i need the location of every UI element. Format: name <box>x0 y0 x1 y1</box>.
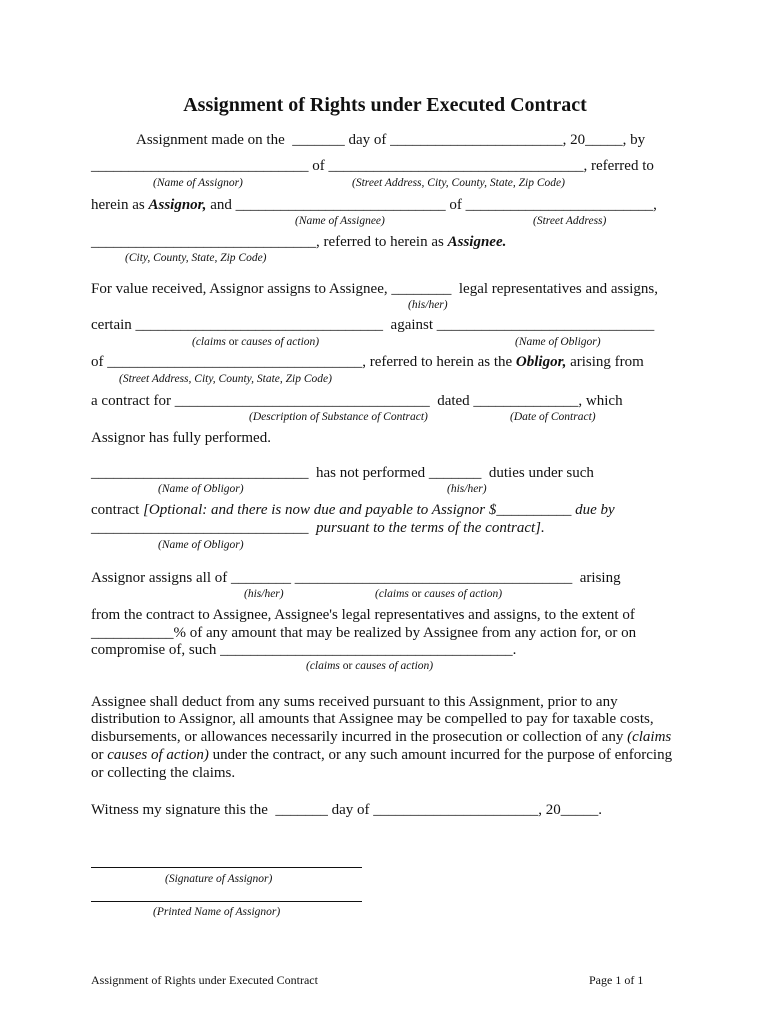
text: (claims <box>192 336 229 348</box>
line-assignment-date: Assignment made on the _______ day of _______________________, 20_____, by <box>136 132 646 148</box>
text: (claims <box>627 729 672 745</box>
deduction-paragraph-line: Assignee shall deduct from any sums received pursuant to this Assignment, prior to any <box>91 694 618 710</box>
label-name-of-assignor: (Name of Assignor) <box>153 177 243 189</box>
text: or <box>228 336 239 348</box>
deduction-paragraph-line <box>91 746 672 764</box>
label-his-her: (his/her) <box>408 299 448 311</box>
label-city-county: (City, County, State, Zip Code) <box>125 252 267 264</box>
footer-title: Assignment of Rights under Executed Contract <box>91 973 318 987</box>
line-compromise: compromise of, such _______________________________________. <box>91 642 517 658</box>
text: causes of action) <box>238 336 320 348</box>
footer-page-number: Page 1 of 1 <box>589 973 644 987</box>
line-pursuant <box>91 519 545 537</box>
line-assignor: _____________________________ of __________________________________, referred to <box>91 158 654 174</box>
text: (claims <box>375 588 412 600</box>
line-contract-for: a contract for __________________________________ dated ______________, which <box>91 393 623 409</box>
document-title: Assignment of Rights under Executed Contract <box>183 94 587 116</box>
label-obligor-address: (Street Address, City, County, State, Zip Code) <box>119 373 332 385</box>
label-his-her: (his/her) <box>244 588 284 600</box>
label-name-of-obligor: (Name of Obligor) <box>158 483 244 495</box>
label-printed-name: (Printed Name of Assignor) <box>153 906 281 918</box>
line-percent: ___________% of any amount that may be realized by Assignee from any action for, or on <box>91 625 637 641</box>
label-name-of-assignee: (Name of Assignee) <box>295 215 385 227</box>
line-not-performed: _____________________________ has not performed _______ duties under such <box>91 465 594 481</box>
text: causes of action) <box>107 747 209 763</box>
text: or <box>91 747 108 763</box>
line-assignee-city <box>91 233 506 251</box>
line-extent: from the contract to Assignee, Assignee's legal representatives and assigns, to the extent of <box>91 607 635 623</box>
label-claims <box>192 335 319 349</box>
label-claims <box>306 659 433 673</box>
text: disbursements, or allowances necessarily incurred in the prosecution or collection of any <box>91 729 628 745</box>
line-fully-performed: Assignor has fully performed. <box>91 430 271 446</box>
signature-line <box>91 867 362 868</box>
line-assigns-all: Assignor assigns all of ________ _____________________________________ arising <box>91 570 621 586</box>
line-obligor <box>91 353 644 371</box>
label-name-of-obligor: (Name of Obligor) <box>515 336 601 348</box>
term-assignor: Assignor, <box>148 197 207 213</box>
printed-name-line <box>91 901 362 902</box>
term-obligor: Obligor, <box>515 354 567 370</box>
text: of __________________________________, referred to herein as the <box>91 354 516 370</box>
line-value-received: For value received, Assignor assigns to Assignee, ________ legal representatives and assigns, <box>91 281 658 297</box>
text: ______________________________, referred to herein as <box>91 234 448 250</box>
text: _____________________________ <box>91 520 316 536</box>
label-signature-of-assignor: (Signature of Assignor) <box>165 873 273 885</box>
optional-clause: pursuant to the terms of the contract]. <box>316 520 545 536</box>
label-claims <box>375 587 502 601</box>
optional-clause: [Optional: and there is now due and payable to Assignor $__________ due by <box>143 502 615 518</box>
line-certain-claims: certain _________________________________ against _____________________________ <box>91 317 655 333</box>
text: under the contract, or any such amount incurred for the purpose of enforcing <box>208 747 673 763</box>
deduction-paragraph-line: distribution to Assignor, all amounts that Assignee may be compelled to pay for taxable costs, <box>91 711 654 727</box>
line-assignee <box>91 196 657 214</box>
text: contract <box>91 502 144 518</box>
label-assignor-address: (Street Address, City, County, State, Zip Code) <box>352 177 565 189</box>
text: causes of action) <box>352 660 434 672</box>
label-description: (Description of Substance of Contract) <box>249 411 428 423</box>
term-assignee: Assignee. <box>447 234 507 250</box>
deduction-paragraph-line: or collecting the claims. <box>91 765 236 781</box>
deduction-paragraph-line <box>91 728 671 746</box>
text: (claims <box>306 660 343 672</box>
label-street-address: (Street Address) <box>533 215 607 227</box>
text: herein as <box>91 197 149 213</box>
text: arising from <box>566 354 644 370</box>
text: and ____________________________ of _________________________, <box>206 197 657 213</box>
label-date-of-contract: (Date of Contract) <box>510 411 596 423</box>
line-optional-due <box>91 501 615 519</box>
text: causes of action) <box>421 588 503 600</box>
label-his-her: (his/her) <box>447 483 487 495</box>
label-name-of-obligor: (Name of Obligor) <box>158 539 244 551</box>
witness-line: Witness my signature this the _______ day of ______________________, 20_____. <box>91 802 603 818</box>
text: or <box>411 588 422 600</box>
text: or <box>342 660 353 672</box>
